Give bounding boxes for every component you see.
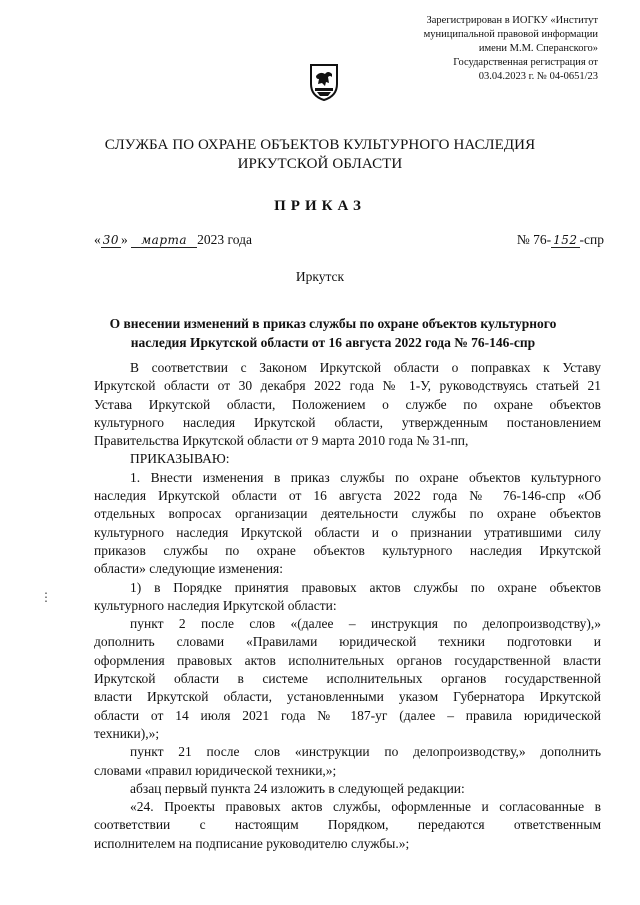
- body-line: Иркутской области от 30 декабря 2022 года № 1-У, руководствуясь статьей 21: [94, 378, 601, 394]
- body-line: пункт 21 после слов «инструкции по делопроизводству,» дополнить: [130, 744, 601, 760]
- body-line: области» следующие изменения:: [94, 561, 284, 577]
- body-line: наследия Иркутской области от 16 августа 2022 года № 76-146-спр «Об: [94, 488, 601, 504]
- body-line: ПРИКАЗЫВАЮ:: [130, 451, 230, 467]
- registration-line: Государственная регистрация от: [453, 57, 598, 68]
- body-line: соответствии с настоящим Порядком, передаются ответственным: [94, 817, 601, 833]
- body-line: культурного наследия Иркутской области:: [94, 597, 337, 613]
- body-line: дополнить словами «Правилами юридической техники подготовки и: [94, 634, 601, 650]
- handwritten-month: марта: [131, 234, 197, 248]
- body-line: области от 14 июля 2021 года № 187-уг (далее – правила юридической: [94, 707, 601, 723]
- registration-line: 03.04.2023 г. № 04-0651/23: [478, 71, 598, 82]
- subject-line: наследия Иркутской области от 16 августа 2022 года № 76-146-спр: [130, 335, 536, 350]
- agency-name-line: ИРКУТСКОЙ ОБЛАСТИ: [237, 156, 403, 172]
- registration-stamp: [358, 14, 598, 84]
- document-subject: [78, 314, 588, 352]
- body-line: Иркутской области в системе исполнительных органов государственной: [94, 671, 601, 687]
- body-line: абзац первый пункта 24 изложить в следующей редакции:: [130, 780, 465, 796]
- registration-line: Зарегистрирован в ИОГКУ «Институт: [426, 15, 598, 26]
- body-line: приказов службы по охране объектов культурного наследия Иркутской: [94, 542, 601, 558]
- body-line: власти Иркутской области, установленными указом Губернатора Иркутской: [94, 689, 601, 705]
- body-line: словами «правил юридической техники,»;: [94, 762, 337, 778]
- body-line: отдельных вопросах организации деятельности службы по охране объектов: [94, 506, 601, 522]
- document-body: [94, 359, 601, 853]
- body-line: пункт 2 после слов «(далее – инструкция по делопроизводству),»: [130, 616, 601, 632]
- body-line: 1. Внести изменения в приказ службы по охране объектов культурного: [130, 469, 601, 485]
- body-line: Устава Иркутской области, Положением о службе по охране объектов: [94, 396, 601, 412]
- city: Иркутск: [295, 269, 345, 284]
- document-type: ПРИКАЗ: [274, 198, 366, 214]
- date-year: 2023 года: [197, 232, 252, 247]
- number-prefix: № 76-: [516, 232, 552, 247]
- date-close-quote: »: [121, 232, 128, 247]
- number-suffix: -спр: [579, 232, 604, 247]
- registration-line: имени М.М. Сперанского»: [478, 43, 598, 54]
- body-line: В соответствии с Законом Иркутской области о поправках к Уставу: [130, 360, 601, 375]
- margin-mark: ⋮: [40, 590, 52, 604]
- body-line: 1) в Порядке принятия правовых актов службы по охране объектов: [130, 579, 601, 595]
- handwritten-number: 152: [553, 233, 578, 247]
- document-number: [517, 232, 604, 248]
- body-line: Правительства Иркутской области от 9 марта 2010 года № 31-пп,: [94, 433, 469, 449]
- registration-line: муниципальной правовой информации: [423, 29, 598, 40]
- agency-name-line: СЛУЖБА ПО ОХРАНЕ ОБЪЕКТОВ КУЛЬТУРНОГО НАСЛЕДИЯ: [104, 137, 536, 153]
- coat-of-arms-icon: [308, 62, 340, 102]
- body-line: техники),»;: [94, 725, 160, 741]
- body-line: культурного наследия Иркутской области и о признании утратившими силу: [94, 524, 601, 540]
- date-open-quote: «: [94, 232, 101, 247]
- body-line: культурного наследия Иркутской области, утвержденным постановлением: [94, 414, 601, 430]
- document-date: [94, 232, 252, 248]
- body-line: оформления правовых актов исполнительных органов государственной власти: [94, 652, 601, 668]
- subject-line: О внесении изменений в приказ службы по охране объектов культурного: [109, 316, 557, 331]
- body-line: исполнителем на подписание руководителю службы.»;: [94, 835, 410, 851]
- body-line: «24. Проекты правовых актов службы, оформленные и согласованные в: [130, 799, 601, 815]
- handwritten-day: 30: [102, 233, 120, 247]
- agency-name: [0, 136, 640, 174]
- date-number-line: [94, 230, 604, 252]
